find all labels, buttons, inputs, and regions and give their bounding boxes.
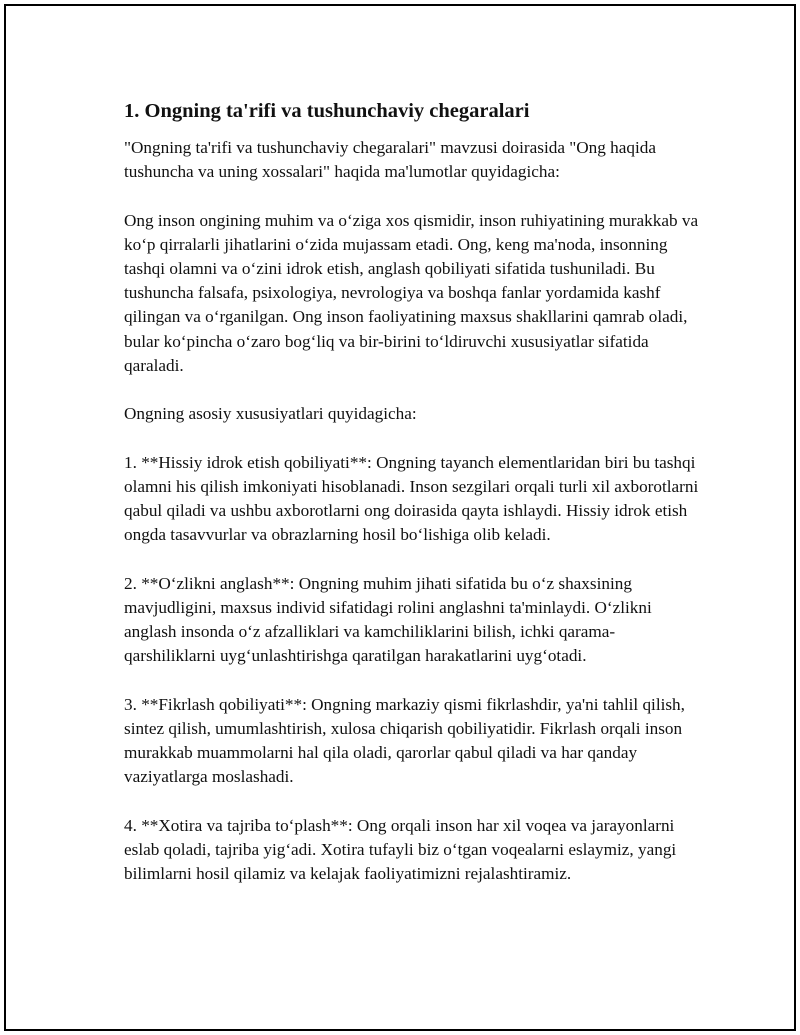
page-frame xyxy=(4,4,796,1031)
definition-paragraph: Ong inson ongining muhim va o‘ziga xos qismidir, inson ruhiyatining murakkab va ko‘p qirralarli jihatlarini o‘zida mujassam etadi. Ong, keng ma'noda, insonning tashqi olamni va o‘zini idrok etish, anglash qobiliyati sifatida tushuniladi. Bu tushuncha falsafa, psixologiya, nevrologiya va boshqa fanlar yordamida kashf qilingan va o‘rganilgan. Ong inson faoliyatining maxsus shakllarini qamrab oladi, bular ko‘pincha o‘zaro bog‘liq va bir-birini to‘ldiruvchi xususiyatlar sifatida qaraladi. xyxy=(124,210,699,375)
intro-paragraph: "Ongning ta'rifi va tushunchaviy chegaralari" mavzusi doirasida "Ong haqida tushuncha va uning xossalari" haqida ma'lumotlar quyidagicha: xyxy=(124,138,656,182)
property-item-3: 3. **Fikrlash qobiliyati**: Ongning markaziy qismi fikrlashdir, ya'ni tahlil qilish, sintez qilish, umumlashtirish, xulosa chiqarish qobiliyatidir. Fikrlash orqali inson murakkab muammolarni hal qila oladi, qarorlar qabul qiladi va har qanday vaziyatlarga moslashadi. xyxy=(124,694,685,787)
document-body xyxy=(124,98,704,886)
property-item-1: 1. **Hissiy idrok etish qobiliyati**: Ongning tayanch elementlaridan biri bu tashqi olamni his qilish imkoniyati hisoblanadi. Inson sezgilari orqali turli xil axborotlarni qabul qiladi va ushbu axborotlarni ong doirasida qayta ishlaydi. Hissiy idrok etish ongda tasavvurlar va obrazlarning hosil bo‘lishiga olib keladi. xyxy=(124,452,699,545)
document-title: 1. Ongning ta'rifi va tushunchaviy chegaralari xyxy=(124,100,530,122)
properties-intro-paragraph: Ongning asosiy xususiyatlari quyidagicha: xyxy=(124,404,417,424)
property-item-4: 4. **Xotira va tajriba to‘plash**: Ong orqali inson har xil voqea va jarayonlarni eslab qoladi, tajriba yig‘adi. Xotira tufayli biz o‘tgan voqealarni eslaymiz, yangi bilimlarni hosil qilamiz va kelajak faoliyatimizni rejalashtiramiz. xyxy=(124,815,677,883)
property-item-2: 2. **O‘zlikni anglash**: Ongning muhim jihati sifatida bu o‘z shaxsining mavjudligini, maxsus individ sifatidagi rolini anglashni ta'minlaydi. O‘zlikni anglash insonda o‘z afzalliklari va kamchiliklarini bilish, ichki qarama-qarshiliklarni uyg‘unlashtirishga qaratilgan harakatlarini uyg‘otadi. xyxy=(124,573,652,666)
